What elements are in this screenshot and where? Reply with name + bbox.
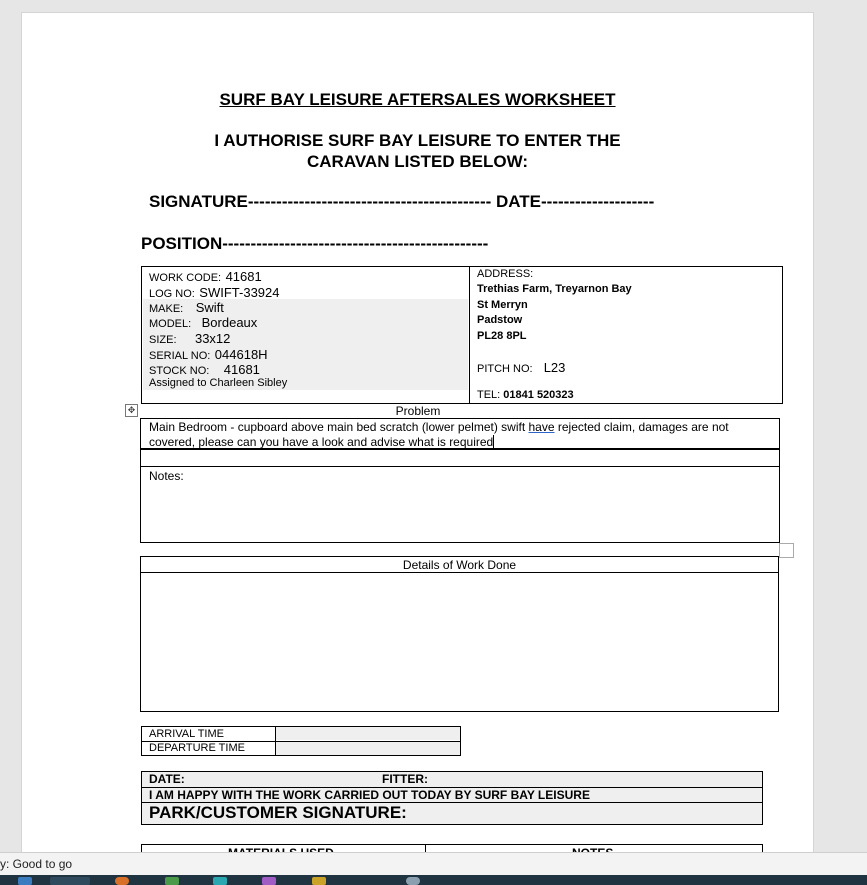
caravan-info-table — [141, 266, 783, 404]
problem-box[interactable] — [140, 418, 780, 450]
problem-text-end: rejected claim, damages are not covered, please can you have a look and advise what is required — [149, 420, 729, 449]
work-code-label: WORK CODE: — [149, 272, 222, 284]
times-divider-h — [142, 741, 460, 742]
customer-signature-label: PARK/CUSTOMER SIGNATURE: — [149, 803, 407, 822]
work-done-box[interactable] — [140, 556, 779, 712]
taskbar-active-app-icon[interactable] — [50, 877, 90, 885]
make-value: Swift — [195, 300, 224, 315]
tel-label: TEL: — [477, 389, 501, 401]
address-label: ADDRESS: — [477, 268, 534, 280]
serial-label: SERIAL NO: — [149, 350, 211, 362]
problem-title: Problem — [395, 404, 441, 418]
problem-text-spellcheck: have — [528, 420, 555, 434]
address-line-1: Trethias Farm, Treyarnon Bay — [477, 283, 632, 295]
worksheet-title: SURF BAY LEISURE AFTERSALES WORKSHEET — [219, 90, 616, 109]
taskbar — [0, 875, 867, 885]
date-label: DATE: — [149, 772, 185, 786]
departure-time-label: DEPARTURE TIME — [149, 742, 245, 754]
notes-label: Notes: — [149, 469, 184, 483]
taskbar-app4-icon[interactable] — [262, 877, 276, 885]
text-cursor — [493, 435, 494, 448]
work-done-title: Details of Work Done — [402, 558, 517, 572]
position-line: POSITION----------------------------------------------- — [141, 234, 489, 253]
notes-box[interactable] — [140, 466, 780, 543]
pitch-label: PITCH NO: — [477, 363, 533, 375]
document-page[interactable] — [21, 12, 814, 874]
stock-label: STOCK NO: — [149, 365, 210, 377]
authorise-heading — [22, 130, 813, 172]
sign-off-table — [141, 771, 763, 825]
status-text: y: Good to go — [0, 857, 73, 871]
authorise-text: I AUTHORISE SURF BAY LEISURE TO ENTER THE CARAVAN LISTED BELOW: — [214, 131, 621, 171]
address-line-3: Padstow — [477, 314, 523, 326]
tel-row — [477, 389, 574, 401]
arrival-time-field[interactable] — [276, 727, 460, 740]
log-no-value: SWIFT-33924 — [199, 285, 280, 300]
taskbar-app2-icon[interactable] — [165, 877, 179, 885]
pitch-value: L23 — [543, 360, 566, 375]
departure-time-field[interactable] — [276, 742, 460, 755]
status-bar — [0, 852, 867, 876]
work-code-value: 41681 — [225, 269, 262, 284]
size-label: SIZE: — [149, 334, 177, 346]
model-label: MODEL: — [149, 318, 192, 330]
taskbar-app6-icon[interactable] — [406, 877, 420, 885]
tel-value: 01841 520323 — [503, 389, 574, 401]
address-line-2: St Merryn — [477, 299, 528, 311]
happy-statement: I AM HAPPY WITH THE WORK CARRIED OUT TODAY BY SURF BAY LEISURE — [149, 788, 590, 802]
pitch-row — [477, 360, 565, 375]
size-value: 33x12 — [194, 331, 231, 346]
taskbar-app3-icon[interactable] — [213, 877, 227, 885]
taskbar-app-icon[interactable] — [18, 877, 32, 885]
info-divider — [469, 267, 470, 403]
table-resize-handle[interactable] — [779, 543, 794, 558]
address-line-4: PL28 8PL — [477, 330, 527, 342]
log-no-label: LOG NO: — [149, 288, 195, 300]
table-move-handle-icon[interactable]: ✥ — [125, 404, 138, 417]
problem-spacer-row — [140, 448, 780, 467]
serial-value: 044618H — [214, 347, 268, 362]
taskbar-app5-icon[interactable] — [312, 877, 326, 885]
taskbar-browser-icon[interactable] — [115, 877, 129, 885]
assigned-to: Assigned to Charleen Sibley — [149, 377, 288, 389]
arrival-time-label: ARRIVAL TIME — [149, 728, 224, 740]
make-label: MAKE: — [149, 303, 184, 315]
problem-text[interactable] — [149, 420, 771, 450]
stock-value: 41681 — [223, 362, 260, 377]
times-table — [141, 726, 461, 756]
work-done-divider — [141, 572, 778, 573]
fitter-label: FITTER: — [382, 772, 428, 786]
problem-text-start: Main Bedroom - cupboard above main bed scratch (lower pelmet) swift — [149, 420, 529, 434]
model-value: Bordeaux — [201, 315, 258, 330]
signature-line: SIGNATURE------------------------------------------- DATE-------------------- — [149, 192, 655, 211]
